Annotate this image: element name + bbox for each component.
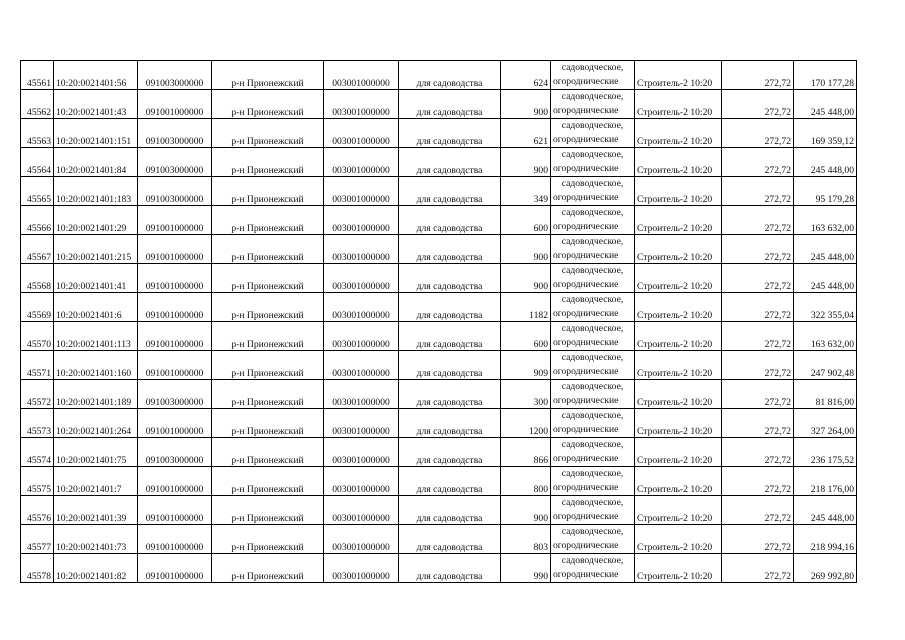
cell-category [551, 496, 635, 525]
cell-cadastral-value: 247 902,48 [794, 351, 857, 380]
cell-okato-code: 091001000000 [138, 90, 212, 119]
table-row [21, 90, 857, 119]
cell-id: 45568 [21, 264, 54, 293]
cell-land-use: для садоводства [399, 496, 501, 525]
cell-cadastral-value: 245 448,00 [794, 496, 857, 525]
cell-cadastral-number: 10:20:0021401:215 [54, 235, 138, 264]
cell-cadastral-number: 10:20:0021401:84 [54, 148, 138, 177]
cell-code: 003001000000 [324, 351, 399, 380]
category-line-1: садоводческое, [561, 236, 624, 247]
category-line-2: огороднические [553, 482, 619, 493]
cell-rate: 272,72 [722, 351, 794, 380]
cell-category [551, 235, 635, 264]
cell-district: р-н Прионежский [212, 496, 324, 525]
cell-rate: 272,72 [722, 380, 794, 409]
cell-okato-code: 091001000000 [138, 409, 212, 438]
table-row [21, 177, 857, 206]
cell-area: 800 [501, 467, 551, 496]
cell-area: 900 [501, 235, 551, 264]
cell-okato-code: 091001000000 [138, 496, 212, 525]
cell-land-use: для садоводства [399, 554, 501, 583]
category-line-2: огороднические [553, 192, 619, 203]
cell-code: 003001000000 [324, 467, 399, 496]
cell-code: 003001000000 [324, 177, 399, 206]
cell-category [551, 148, 635, 177]
cell-district: р-н Прионежский [212, 206, 324, 235]
cell-code: 003001000000 [324, 119, 399, 148]
cell-location: Строитель-2 10:20 [635, 177, 722, 206]
cell-category [551, 409, 635, 438]
cell-code: 003001000000 [324, 90, 399, 119]
cell-category [551, 61, 635, 90]
table-row [21, 235, 857, 264]
cell-rate: 272,72 [722, 148, 794, 177]
cell-category [551, 380, 635, 409]
category-line-1: садоводческое, [561, 265, 624, 276]
cell-code: 003001000000 [324, 525, 399, 554]
cell-land-use: для садоводства [399, 90, 501, 119]
cell-code: 003001000000 [324, 293, 399, 322]
cell-id: 45563 [21, 119, 54, 148]
cell-rate: 272,72 [722, 554, 794, 583]
cell-okato-code: 091001000000 [138, 264, 212, 293]
cell-id: 45578 [21, 554, 54, 583]
cell-id: 45577 [21, 525, 54, 554]
cell-id: 45576 [21, 496, 54, 525]
cell-district: р-н Прионежский [212, 525, 324, 554]
cell-id: 45567 [21, 235, 54, 264]
cell-id: 45565 [21, 177, 54, 206]
table-row [21, 119, 857, 148]
cell-rate: 272,72 [722, 438, 794, 467]
cell-cadastral-value: 218 176,00 [794, 467, 857, 496]
cell-cadastral-number: 10:20:0021401:6 [54, 293, 138, 322]
cell-cadastral-value: 269 992,80 [794, 554, 857, 583]
cell-district: р-н Прионежский [212, 554, 324, 583]
cell-rate: 272,72 [722, 90, 794, 119]
cell-location: Строитель-2 10:20 [635, 409, 722, 438]
cell-land-use: для садоводства [399, 322, 501, 351]
table-body [21, 61, 857, 583]
cell-okato-code: 091001000000 [138, 293, 212, 322]
cell-category [551, 293, 635, 322]
cell-okato-code: 091003000000 [138, 148, 212, 177]
cell-code: 003001000000 [324, 438, 399, 467]
cell-district: р-н Прионежский [212, 467, 324, 496]
category-line-1: садоводческое, [561, 439, 624, 450]
cell-cadastral-value: 245 448,00 [794, 235, 857, 264]
cell-code: 003001000000 [324, 61, 399, 90]
cell-location: Строитель-2 10:20 [635, 90, 722, 119]
cell-category [551, 206, 635, 235]
cell-district: р-н Прионежский [212, 351, 324, 380]
table-row [21, 322, 857, 351]
cell-cadastral-number: 10:20:0021401:43 [54, 90, 138, 119]
cell-okato-code: 091003000000 [138, 119, 212, 148]
cell-district: р-н Прионежский [212, 61, 324, 90]
cell-cadastral-value: 163 632,00 [794, 322, 857, 351]
category-line-1: садоводческое, [561, 178, 624, 189]
cell-cadastral-value: 236 175,52 [794, 438, 857, 467]
cell-code: 003001000000 [324, 554, 399, 583]
cell-id: 45569 [21, 293, 54, 322]
table-row [21, 264, 857, 293]
category-line-1: садоводческое, [561, 207, 624, 218]
cell-cadastral-number: 10:20:0021401:113 [54, 322, 138, 351]
cell-area: 900 [501, 90, 551, 119]
cell-location: Строитель-2 10:20 [635, 467, 722, 496]
table-row [21, 467, 857, 496]
cell-id: 45572 [21, 380, 54, 409]
cell-okato-code: 091003000000 [138, 380, 212, 409]
cell-cadastral-number: 10:20:0021401:189 [54, 380, 138, 409]
cell-location: Строитель-2 10:20 [635, 293, 722, 322]
table-row [21, 351, 857, 380]
cell-location: Строитель-2 10:20 [635, 119, 722, 148]
cell-location: Строитель-2 10:20 [635, 206, 722, 235]
cell-code: 003001000000 [324, 322, 399, 351]
cell-rate: 272,72 [722, 206, 794, 235]
cell-location: Строитель-2 10:20 [635, 351, 722, 380]
cell-area: 900 [501, 264, 551, 293]
cell-district: р-н Прионежский [212, 409, 324, 438]
cell-cadastral-number: 10:20:0021401:29 [54, 206, 138, 235]
cell-district: р-н Прионежский [212, 235, 324, 264]
table-row [21, 61, 857, 90]
cell-cadastral-number: 10:20:0021401:7 [54, 467, 138, 496]
cell-district: р-н Прионежский [212, 177, 324, 206]
cell-area: 909 [501, 351, 551, 380]
table-row [21, 380, 857, 409]
category-line-2: огороднические [553, 76, 619, 87]
cell-cadastral-value: 163 632,00 [794, 206, 857, 235]
table-row [21, 554, 857, 583]
cell-category [551, 119, 635, 148]
cell-okato-code: 091001000000 [138, 467, 212, 496]
cell-category [551, 438, 635, 467]
cell-category [551, 525, 635, 554]
cell-area: 621 [501, 119, 551, 148]
cell-location: Строитель-2 10:20 [635, 61, 722, 90]
cell-land-use: для садоводства [399, 467, 501, 496]
cell-rate: 272,72 [722, 177, 794, 206]
cell-code: 003001000000 [324, 206, 399, 235]
cell-code: 003001000000 [324, 409, 399, 438]
category-line-2: огороднические [553, 424, 619, 435]
cell-id: 45571 [21, 351, 54, 380]
table-row [21, 496, 857, 525]
cell-area: 1200 [501, 409, 551, 438]
category-line-1: садоводческое, [561, 62, 624, 73]
cell-rate: 272,72 [722, 409, 794, 438]
category-line-1: садоводческое, [561, 555, 624, 566]
category-line-1: садоводческое, [561, 497, 624, 508]
cell-location: Строитель-2 10:20 [635, 322, 722, 351]
table-row [21, 409, 857, 438]
cell-okato-code: 091003000000 [138, 438, 212, 467]
cell-cadastral-value: 81 816,00 [794, 380, 857, 409]
cell-cadastral-value: 245 448,00 [794, 264, 857, 293]
cell-cadastral-number: 10:20:0021401:39 [54, 496, 138, 525]
cell-location: Строитель-2 10:20 [635, 496, 722, 525]
table-row [21, 293, 857, 322]
category-line-1: садоводческое, [561, 526, 624, 537]
cell-area: 866 [501, 438, 551, 467]
cell-location: Строитель-2 10:20 [635, 235, 722, 264]
cell-id: 45575 [21, 467, 54, 496]
cell-location: Строитель-2 10:20 [635, 148, 722, 177]
cell-id: 45564 [21, 148, 54, 177]
cell-land-use: для садоводства [399, 351, 501, 380]
cell-cadastral-value: 245 448,00 [794, 90, 857, 119]
table-row [21, 438, 857, 467]
cell-rate: 272,72 [722, 235, 794, 264]
cell-land-use: для садоводства [399, 409, 501, 438]
cell-area: 900 [501, 496, 551, 525]
category-line-2: огороднические [553, 279, 619, 290]
cell-code: 003001000000 [324, 496, 399, 525]
category-line-1: садоводческое, [561, 323, 624, 334]
category-line-1: садоводческое, [561, 468, 624, 479]
cell-cadastral-number: 10:20:0021401:264 [54, 409, 138, 438]
cell-area: 1182 [501, 293, 551, 322]
cell-category [551, 554, 635, 583]
cell-category [551, 467, 635, 496]
cell-land-use: для садоводства [399, 119, 501, 148]
cell-id: 45570 [21, 322, 54, 351]
cell-code: 003001000000 [324, 264, 399, 293]
cell-okato-code: 091001000000 [138, 554, 212, 583]
cell-cadastral-number: 10:20:0021401:82 [54, 554, 138, 583]
category-line-2: огороднические [553, 337, 619, 348]
cell-rate: 272,72 [722, 525, 794, 554]
cell-location: Строитель-2 10:20 [635, 264, 722, 293]
cell-district: р-н Прионежский [212, 119, 324, 148]
category-line-2: огороднические [553, 540, 619, 551]
cell-land-use: для садоводства [399, 177, 501, 206]
cell-area: 600 [501, 322, 551, 351]
cell-land-use: для садоводства [399, 264, 501, 293]
cell-area: 803 [501, 525, 551, 554]
cell-okato-code: 091001000000 [138, 351, 212, 380]
cell-id: 45573 [21, 409, 54, 438]
cell-district: р-н Прионежский [212, 322, 324, 351]
cell-category [551, 322, 635, 351]
cell-cadastral-value: 218 994,16 [794, 525, 857, 554]
cell-area: 900 [501, 148, 551, 177]
category-line-1: садоводческое, [561, 120, 624, 131]
cell-okato-code: 091001000000 [138, 206, 212, 235]
cell-cadastral-value: 170 177,28 [794, 61, 857, 90]
cell-area: 624 [501, 61, 551, 90]
cell-cadastral-value: 95 179,28 [794, 177, 857, 206]
land-plots-table [20, 60, 857, 583]
cell-category [551, 264, 635, 293]
cell-land-use: для садоводства [399, 235, 501, 264]
cell-okato-code: 091003000000 [138, 177, 212, 206]
cell-cadastral-value: 327 264,00 [794, 409, 857, 438]
cell-rate: 272,72 [722, 264, 794, 293]
category-line-2: огороднические [553, 221, 619, 232]
cell-code: 003001000000 [324, 148, 399, 177]
cell-cadastral-number: 10:20:0021401:75 [54, 438, 138, 467]
cell-rate: 272,72 [722, 496, 794, 525]
category-line-1: садоводческое, [561, 149, 624, 160]
cell-okato-code: 091001000000 [138, 322, 212, 351]
cell-id: 45574 [21, 438, 54, 467]
cell-category [551, 351, 635, 380]
cell-cadastral-number: 10:20:0021401:160 [54, 351, 138, 380]
cell-cadastral-value: 322 355,04 [794, 293, 857, 322]
cell-rate: 272,72 [722, 293, 794, 322]
cell-area: 300 [501, 380, 551, 409]
category-line-2: огороднические [553, 134, 619, 145]
cell-cadastral-value: 245 448,00 [794, 148, 857, 177]
cell-land-use: для садоводства [399, 206, 501, 235]
category-line-1: садоводческое, [561, 381, 624, 392]
cell-cadastral-value: 169 359,12 [794, 119, 857, 148]
cell-district: р-н Прионежский [212, 90, 324, 119]
cell-cadastral-number: 10:20:0021401:41 [54, 264, 138, 293]
cell-id: 45562 [21, 90, 54, 119]
cell-rate: 272,72 [722, 322, 794, 351]
cell-land-use: для садоводства [399, 293, 501, 322]
category-line-1: садоводческое, [561, 294, 624, 305]
category-line-2: огороднические [553, 163, 619, 174]
cell-land-use: для садоводства [399, 380, 501, 409]
category-line-2: огороднические [553, 511, 619, 522]
cell-location: Строитель-2 10:20 [635, 380, 722, 409]
cell-district: р-н Прионежский [212, 293, 324, 322]
cell-cadastral-number: 10:20:0021401:73 [54, 525, 138, 554]
category-line-2: огороднические [553, 366, 619, 377]
category-line-2: огороднические [553, 569, 619, 580]
cell-cadastral-number: 10:20:0021401:183 [54, 177, 138, 206]
category-line-2: огороднические [553, 308, 619, 319]
cell-id: 45561 [21, 61, 54, 90]
cell-district: р-н Прионежский [212, 438, 324, 467]
cell-rate: 272,72 [722, 467, 794, 496]
category-line-1: садоводческое, [561, 410, 624, 421]
cell-area: 349 [501, 177, 551, 206]
cell-land-use: для садоводства [399, 438, 501, 467]
category-line-2: огороднические [553, 105, 619, 116]
cell-location: Строитель-2 10:20 [635, 438, 722, 467]
cell-rate: 272,72 [722, 119, 794, 148]
cell-rate: 272,72 [722, 61, 794, 90]
cell-area: 600 [501, 206, 551, 235]
cell-code: 003001000000 [324, 235, 399, 264]
cell-cadastral-number: 10:20:0021401:151 [54, 119, 138, 148]
cell-category [551, 177, 635, 206]
table-row [21, 148, 857, 177]
table-row [21, 206, 857, 235]
cell-district: р-н Прионежский [212, 264, 324, 293]
cell-id: 45566 [21, 206, 54, 235]
cell-code: 003001000000 [324, 380, 399, 409]
cell-area: 990 [501, 554, 551, 583]
category-line-1: садоводческое, [561, 91, 624, 102]
cell-location: Строитель-2 10:20 [635, 554, 722, 583]
cell-land-use: для садоводства [399, 61, 501, 90]
table-row [21, 525, 857, 554]
cell-land-use: для садоводства [399, 525, 501, 554]
category-line-1: садоводческое, [561, 352, 624, 363]
cell-land-use: для садоводства [399, 148, 501, 177]
cell-district: р-н Прионежский [212, 380, 324, 409]
cell-cadastral-number: 10:20:0021401:56 [54, 61, 138, 90]
cell-okato-code: 091003000000 [138, 61, 212, 90]
cell-okato-code: 091001000000 [138, 235, 212, 264]
cell-location: Строитель-2 10:20 [635, 525, 722, 554]
category-line-2: огороднические [553, 453, 619, 464]
cell-okato-code: 091001000000 [138, 525, 212, 554]
cell-district: р-н Прионежский [212, 148, 324, 177]
category-line-2: огороднические [553, 250, 619, 261]
category-line-2: огороднические [553, 395, 619, 406]
cell-category [551, 90, 635, 119]
